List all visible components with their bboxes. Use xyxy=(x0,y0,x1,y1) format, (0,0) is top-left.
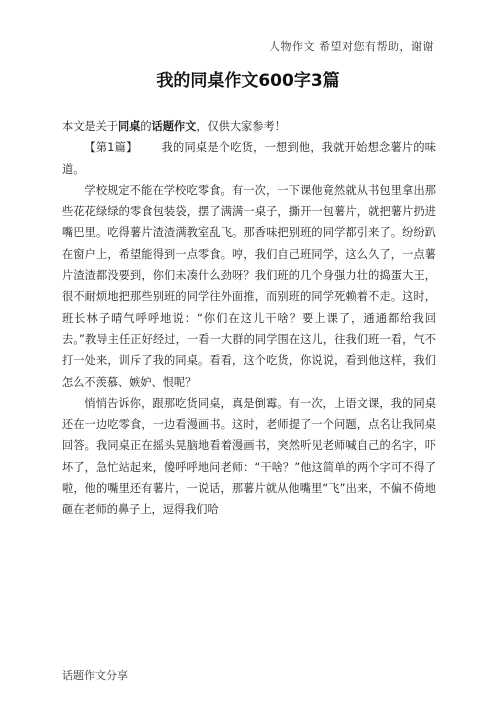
intro-middle: 的 xyxy=(140,120,152,133)
paragraph-2: 学校规定不能在学校吃零食。有一次，一下课他竟然就从书包里拿出那些花花绿绿的零食包装袋，摆了满满一桌子，撕开一包薯片，就把薯片扔进嘴巴里。吃得薯片渣渣满教室乱飞。那香味把别班的同学都引来了。纷纷趴在窗户上，希望能得到一点零食。哼，我们自己班同学，这么久了，一点薯片渣渣都没要到，你们未凑什么劲呀？我们班的几个身强力壮的捣蛋大王，很不耐烦地把那些别班的同学往外面推，而别班的同学死赖着不走。这时，班长林子晴气呼呼地说：“你们在这儿干啥？要上课了，通通都给我回去。”教导主任正好经过，一看一大群的同学围在这儿，往我们班一看，气不打一处来，训斥了我的同桌。看看，这个吃货，你说说，看到他这样，我们怎么不羡慕、嫉妒、恨呢？ xyxy=(62,183,436,389)
document-body xyxy=(62,116,436,521)
intro-prefix: 本文是关于 xyxy=(62,120,118,133)
paragraph-1-text: 我的同桌是个吃货，一想到他，我就开始想念薯片的味道。 xyxy=(62,141,436,176)
footer-note: 话题作文分享 xyxy=(62,669,128,682)
intro-keyword-tongzhuo: 同桌 xyxy=(117,120,141,133)
intro-paragraph xyxy=(62,116,436,137)
document-title: 我的同桌作文600字3篇 xyxy=(156,71,340,91)
intro-suffix: ，仅供大家参考！ xyxy=(196,120,286,133)
intro-keyword-topic: 话题作文 xyxy=(151,120,197,133)
paragraph-3: 悄悄告诉你，跟那吃货同桌，真是倒霉。有一次，上语文课，我的同桌还在一边吃零食，一边看漫画书。这时，老师提了一个问题，点名让我同桌回答。我同桌正在摇头晃脑地看着漫画书，突然听见老师喊自己的名字，吓坏了，急忙站起来，傻呼呼地问老师：“干啥？”他这简单的两个字可不得了啦，他的嘴里还有薯片，一说话，那薯片就从他嘴里“飞”出来，不偏不倚地砸在老师的鼻子上，逗得我们哈 xyxy=(62,396,436,517)
part-label: 【第1篇】 xyxy=(84,141,138,155)
paragraph-1 xyxy=(62,137,436,180)
header-note: 人物作文 希望对您有帮助，谢谢 xyxy=(269,40,434,53)
